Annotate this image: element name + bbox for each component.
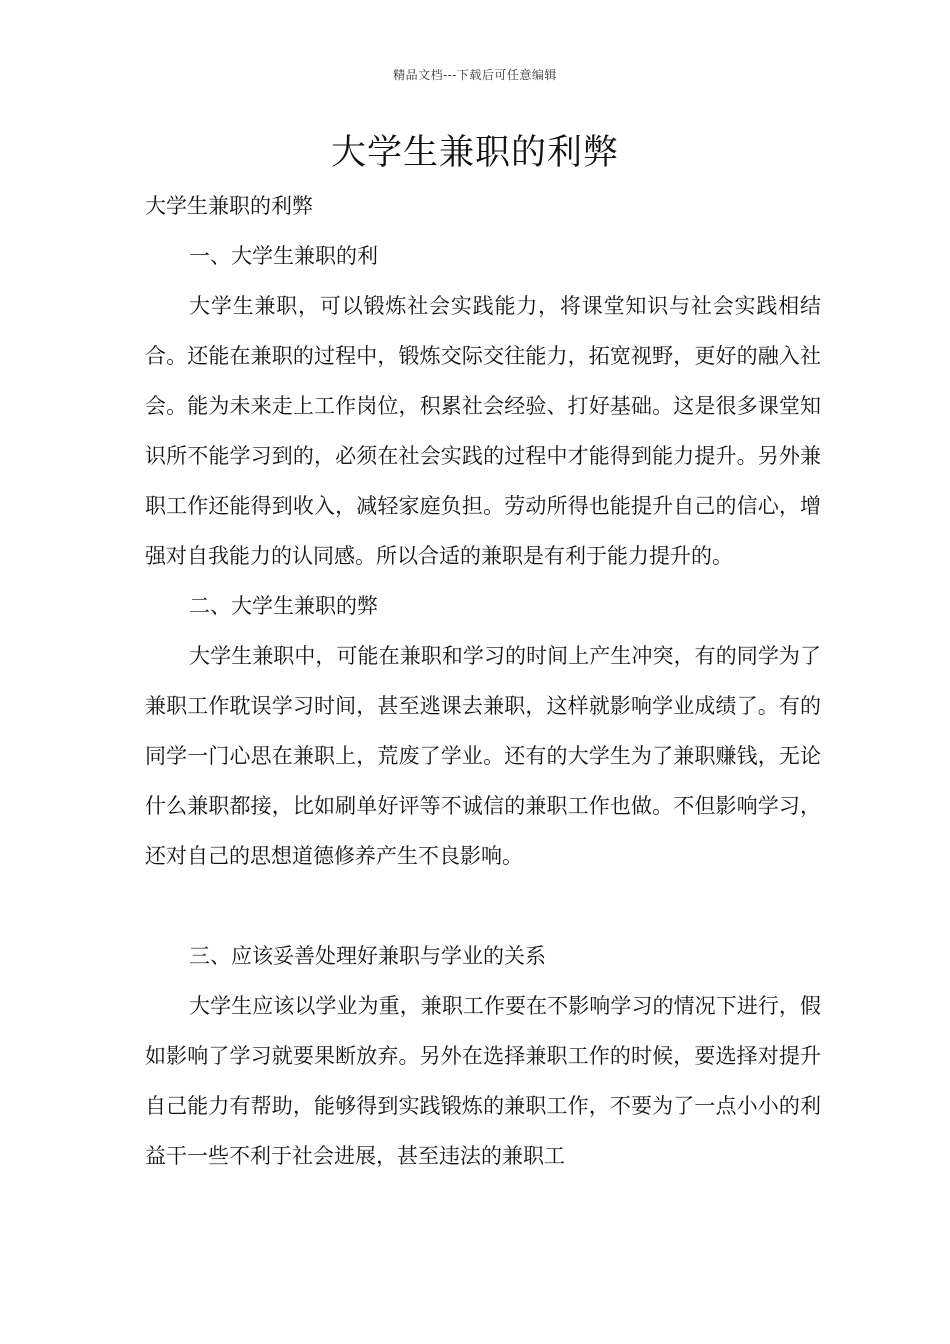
section-paragraph-2: 大学生兼职中，可能在兼职和学习的时间上产生冲突，有的同学为了兼职工作耽误学习时间，甚至逃课去兼职，这样就影响学业成绩了。有的同学一门心思在兼职上，荒废了学业。还有的大学生为了兼职赚钱，无论什么兼职都接，比如刷单好评等不诚信的兼职工作也做。不但影响学习，还对自己的思想道德修养产生不良影响。 <box>145 644 821 868</box>
paragraph-spacer <box>145 881 821 931</box>
section-paragraph-1: 大学生兼职，可以锻炼社会实践能力，将课堂知识与社会实践相结合。还能在兼职的过程中，锻炼交际交往能力，拓宽视野，更好的融入社会。能为未来走上工作岗位，积累社会经验、打好基础。这是很多课堂知识所不能学习到的，必须在社会实践的过程中才能得到能力提升。另外兼职工作还能得到收入，减轻家庭负担。劳动所得也能提升自己的信心，增强对自我能力的认同感。所以合适的兼职是有利于能力提升的。 <box>145 294 821 568</box>
document-body <box>145 181 821 1181</box>
section-heading-3: 三、应该妥善处理好兼职与学业的关系 <box>189 944 546 968</box>
page-header-note: 精品文档---下载后可任意编辑 <box>393 68 557 82</box>
section-heading-2: 二、大学生兼职的弊 <box>189 594 378 618</box>
document-title: 大学生兼职的利弊 <box>330 133 619 173</box>
document-subtitle: 大学生兼职的利弊 <box>145 194 313 218</box>
section-heading-1: 一、大学生兼职的利 <box>189 244 378 268</box>
section-paragraph-3: 大学生应该以学业为重，兼职工作要在不影响学习的情况下进行，假如影响了学习就要果断放弃。另外在选择兼职工作的时候，要选择对提升自己能力有帮助，能够得到实践锻炼的兼职工作，不要为了一点小小的利益干一些不利于社会进展，甚至违法的兼职工 <box>145 994 821 1168</box>
